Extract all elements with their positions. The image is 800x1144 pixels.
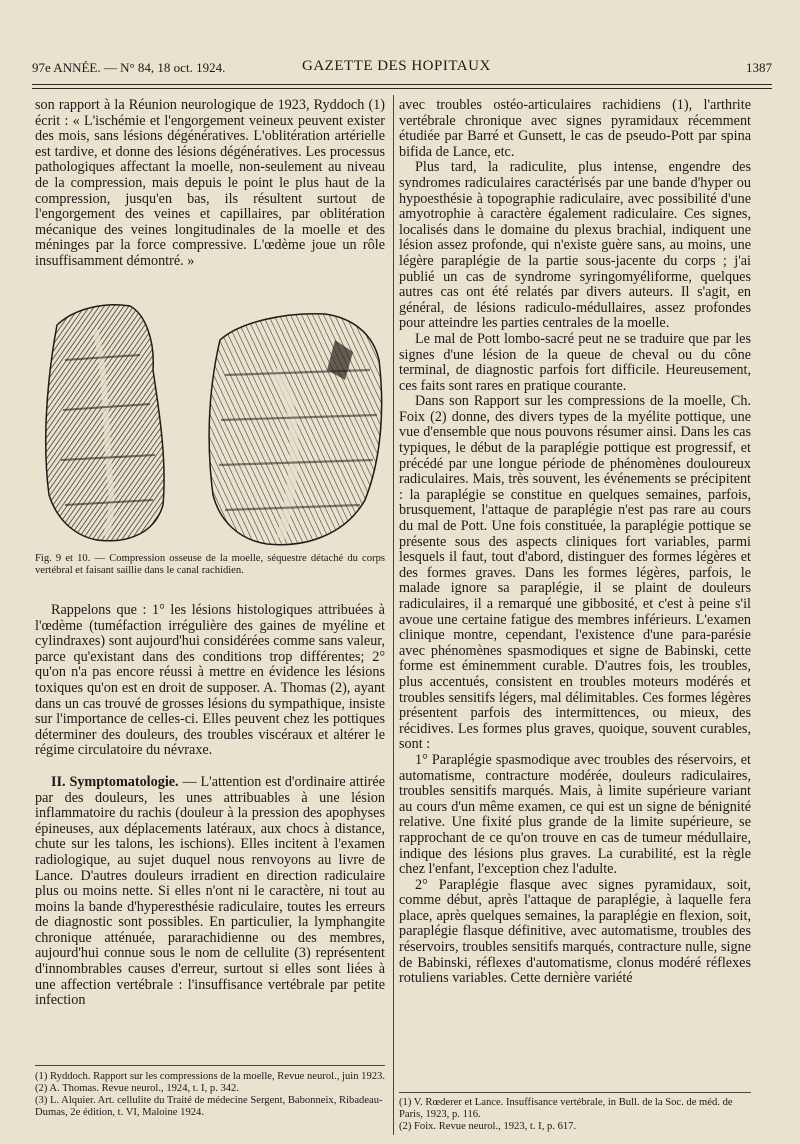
right-paragraph-2: Plus tard, la radiculite, plus intense, engendre des syndromes radiculaires caractérisés par une bande d'hyper ou hypoesthésie à topographie radiculaire, avec possibilité d'une amyotrophie à caractère également radiculaire. Ces signes, localisés dans le domaine du plexus brachial, indiquent une lésion assez profonde, qui n'existe guère sans, au moins, une légère paraplégie de la partie sous-jacente du corps ; j'ai publié un cas de syndrome syringomyéliforme, quelques autres cas ont été relatés par divers auteurs. Il s'agit, en général, de lésions radiculo-médullaires, assez profondes pour atteindre les parties centrales de la moelle. xyxy=(399,159,751,332)
footnote-2: (2) A. Thomas. Revue neurol., 1924, t. I, p. 342. xyxy=(35,1083,240,1094)
footnote-r2: (2) Foix. Revue neurol., 1923, t. I, p. 617. xyxy=(399,1121,577,1132)
right-paragraph-5: 1° Paraplégie spasmodique avec troubles des réservoirs, et automatisme, contracture modérée, douleurs radiculaires, troubles sensitifs marqués. Mais, à limite supérieure variant au cours d'un même examen, ce qui est un signe de bénignité relative. Une fixité plus grande de la limite supérieure, se rapprochant de ce qu'on trouve en cas de tumeur médullaire, indique des lésions plus graves. La curabilité, est la règle chez l'enfant, l'exception chez l'adulte. xyxy=(399,751,751,878)
left-paragraph-1: son rapport à la Réunion neurologique de 1923, Ryddoch (1) écrit : « L'ischémie et l'engorgement veineux peuvent exister des mois, sans lésions dégénératives. L'oblitération artérielle est tardive, et donne des lésions dégénératives. Les processus pathologiques affectant la moelle, non-seulement au niveau de la compression, mais depuis le point le plus haut de la compression, jusqu'en bas, ils résultent surtout de l'engorgement des veines et capillaires, par oblitération mécanique des veines longitudinales de la moelle et des méninges par la force compressive. L'œdème joue un rôle insuffisamment démontré. » xyxy=(35,97,385,269)
header-rule-top xyxy=(32,84,772,85)
right-footnote-rule xyxy=(399,1092,751,1093)
figure-vertebra-illustrations xyxy=(35,300,385,550)
footnote-r1: (1) V. Rœderer et Lance. Insuffisance vertébrale, in Bull. de la Soc. de méd. de Paris, 1923, p. 116. xyxy=(399,1097,733,1120)
left-column-top xyxy=(35,98,385,270)
page-number: 1387 xyxy=(746,60,772,75)
left-paragraph-2: Rappelons que : 1° les lésions histologiques attribuées à l'œdème (tuméfaction irrégulière des gaines de myéline et cylindraxes) sont aujourd'hui considérées comme sans valeur, parce qu'existant dans des conditions trop différentes; 2° qu'on n'a pas encore réussi à mettre en évidence les lésions toxiques qu'on est en droit de supposer. A. Thomas (2), ayant dans un cas trouvé de grosses lésions du sympathique, insiste sur l'importance de celles-ci. Elles peuvent chez les pottiques déterminer des douleurs, des troubles viscéraux et altérer le régime circulatoire du névraxe. xyxy=(35,602,385,759)
footnote-3: (3) L. Alquier. Art. cellulite du Traité de médecine Sergent, Babonneix, Ribadeau-Dumas, 2e édition, t. VI, Maloine 1924. xyxy=(35,1095,383,1118)
column-divider xyxy=(393,95,394,1135)
page-header xyxy=(32,58,772,80)
footnote-1: (1) Ryddoch. Rapport sur les compressions de la moelle, Revue neurol., juin 1923. xyxy=(35,1071,385,1082)
right-paragraph-4: Dans son Rapport sur les compressions de la moelle, Ch. Foix (2) donne, des divers types de la myélite pottique, une vue d'ensemble que nous pouvons résumer ainsi. Dans les cas typiques, le début de la paraplégie pottique est progressif, et précédé par une longue période de phénomènes douloureux radiculaires. Mais, très souvent, les événements se précipitent : la paraplégie se constitue en quelques semaines, parfois, brusquement, l'attaque de paraplégie n'est pas rare au cours du mal de Pott. Une fois constituée, la paraplégie pottique se présente sous des aspects cliniques fort variables, parmi lesquels il faut, tout d'abord, distinguer des formes légères et des formes graves. Dans les formes légères, parfois, le malade ignore sa paraplégie, il se plaint de douleurs radiculaires, il a remarqué une gibbosité, et c'est à peine s'il avoue une certaine fatigue des membres inférieurs. L'examen clinique montre, cependant, l'existence d'une para-parésie avec phénomènes spasmodiques et signe de Babinski, cette forme est éminemment curable. D'autres fois, les troubles, plus accentués, consistent en troubles moteurs modérés et troubles sensitifs légers, mal délimitables. Ces formes légères présentent parfois des intermittences, ou mieux, des récidives. Les formes plus graves, quoique, souvent curables, sont : xyxy=(399,393,751,753)
right-paragraph-6: 2° Paraplégie flasque avec signes pyramidaux, soit, comme début, après l'attaque de paraplégie, à laquelle fera place, après quelques semaines, la paraplégie en flexion, soit, paraplégie flasque définitive, avec automatisme, troubles des réservoirs, troubles sensitifs marqués, contracture nulle, signe de Babinski, réflexes d'automatisme, clonus modéré réflexes rotuliens variables. Cette dernière variété xyxy=(399,876,751,987)
right-footnotes xyxy=(399,1097,751,1133)
issue-info: 97e ANNÉE. — N° 84, 18 oct. 1924. xyxy=(32,60,226,75)
publication-title: GAZETTE DES HOPITAUX xyxy=(302,58,491,74)
left-column-bottom xyxy=(35,603,385,1009)
left-paragraph-3 xyxy=(35,775,385,1009)
right-column xyxy=(399,98,751,987)
symptomatologie-text: — L'attention est d'ordinaire attirée par des douleurs, les unes attribuables à une lésion inflammatoire du rachis (douleur à la pression des apophyses épineuses, aux déplacements latéraux, aux chocs à distance, chute sur les talons, les ischions). Elles incitent à l'examen radiologique, au sujet duquel nous renvoyons au livre de Lance. D'autres douleurs irradient en direction radiculaire plus ou moins nette. Si elles n'ont ni le caractère, ni tout au moins la bande d'hyperesthésie radiculaire, toutes les erreurs de diagnostic sont possibles. En particulier, la lymphangite chronique atténuée, pararachidienne ou des membres, aujourd'hui connue sous le nom de cellulite (3) représentent d'innombrables causes d'erreur, surtout si elles sont liées à une affection vertébrale : l'insuffisance vertébrale par petite infection xyxy=(35,773,385,1009)
left-footnote-rule xyxy=(35,1065,385,1066)
figure-10-specimen xyxy=(209,314,382,545)
figure-image xyxy=(35,300,385,550)
right-paragraph-1: avec troubles ostéo-articulaires rachidiens (1), l'arthrite vertébrale chronique avec signes pyramidaux récemment étudiée par Barré et Gunsett, le cas de pseudo-Pott par spina bifida de Lance, etc. xyxy=(399,97,751,160)
figure-caption: Fig. 9 et 10. — Compression osseuse de la moelle, séquestre détaché du corps vertébral et faisant saillie dans le canal rachidien. xyxy=(35,553,385,576)
header-rule-bottom xyxy=(32,88,772,89)
figure-9-specimen xyxy=(46,305,164,541)
section-title-symptomatologie: II. Symptomatologie. xyxy=(51,773,179,790)
right-paragraph-3: Le mal de Pott lombo-sacré peut ne se traduire que par les signes d'une lésion de la queue de cheval ou du cône terminal, de diagnostic parfois fort difficile. Heureusement, ces faits sont rares en pratique courante. xyxy=(399,330,751,394)
left-footnotes xyxy=(35,1071,385,1119)
